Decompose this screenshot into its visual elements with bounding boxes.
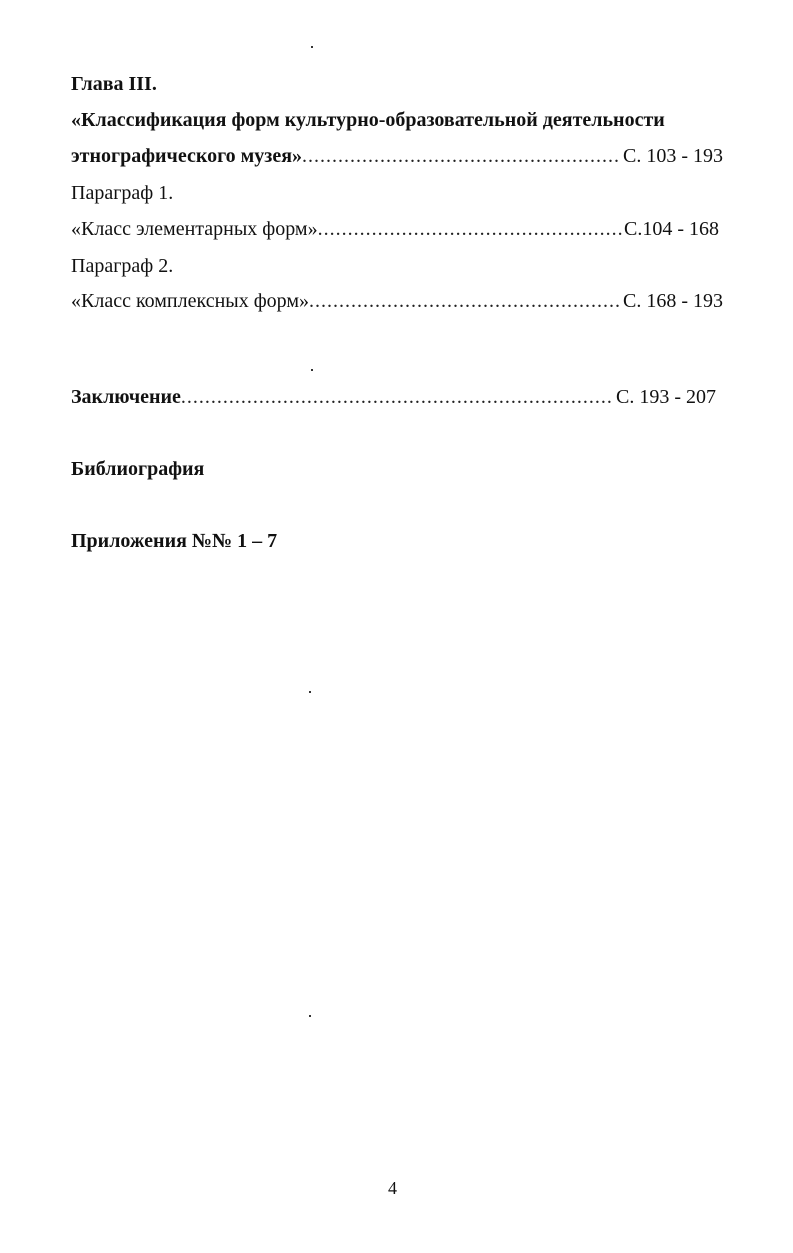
dot-leader [302, 144, 621, 168]
paragraph-heading: Параграф 2. [71, 255, 174, 277]
page-range: С. 168 - 193 [623, 290, 723, 312]
page-number: 4 [388, 1178, 397, 1198]
conclusion-title: Заключение [71, 386, 181, 408]
bibliography-heading: Библиография [71, 458, 205, 480]
page-range: С.104 - 168 [624, 218, 719, 240]
scan-speck [309, 1015, 311, 1017]
toc-entry-paragraph-1 [71, 217, 719, 241]
paragraph-heading: Параграф 1. [71, 182, 174, 204]
toc-entry-chapter [71, 144, 723, 168]
page-range: С. 193 - 207 [616, 386, 716, 408]
chapter-heading: Глава III. [71, 73, 157, 95]
chapter-title-continued: этнографического музея» [71, 145, 303, 167]
paragraph-title: «Класс элементарных форм» [71, 218, 318, 240]
scan-speck [309, 691, 311, 693]
chapter-title: «Классификация форм культурно-образовательной деятельности [71, 109, 665, 131]
toc-entry-paragraph-2 [71, 289, 723, 313]
dot-leader [181, 385, 614, 409]
paragraph-title: «Класс комплексных форм» [71, 290, 310, 312]
page-range: С. 103 - 193 [623, 145, 723, 167]
toc-entry-conclusion [71, 385, 716, 409]
appendices-heading: Приложения №№ 1 – 7 [71, 530, 278, 552]
dot-leader [309, 289, 621, 313]
dot-leader [318, 217, 622, 241]
scan-speck [311, 46, 313, 48]
scan-speck [311, 369, 313, 371]
